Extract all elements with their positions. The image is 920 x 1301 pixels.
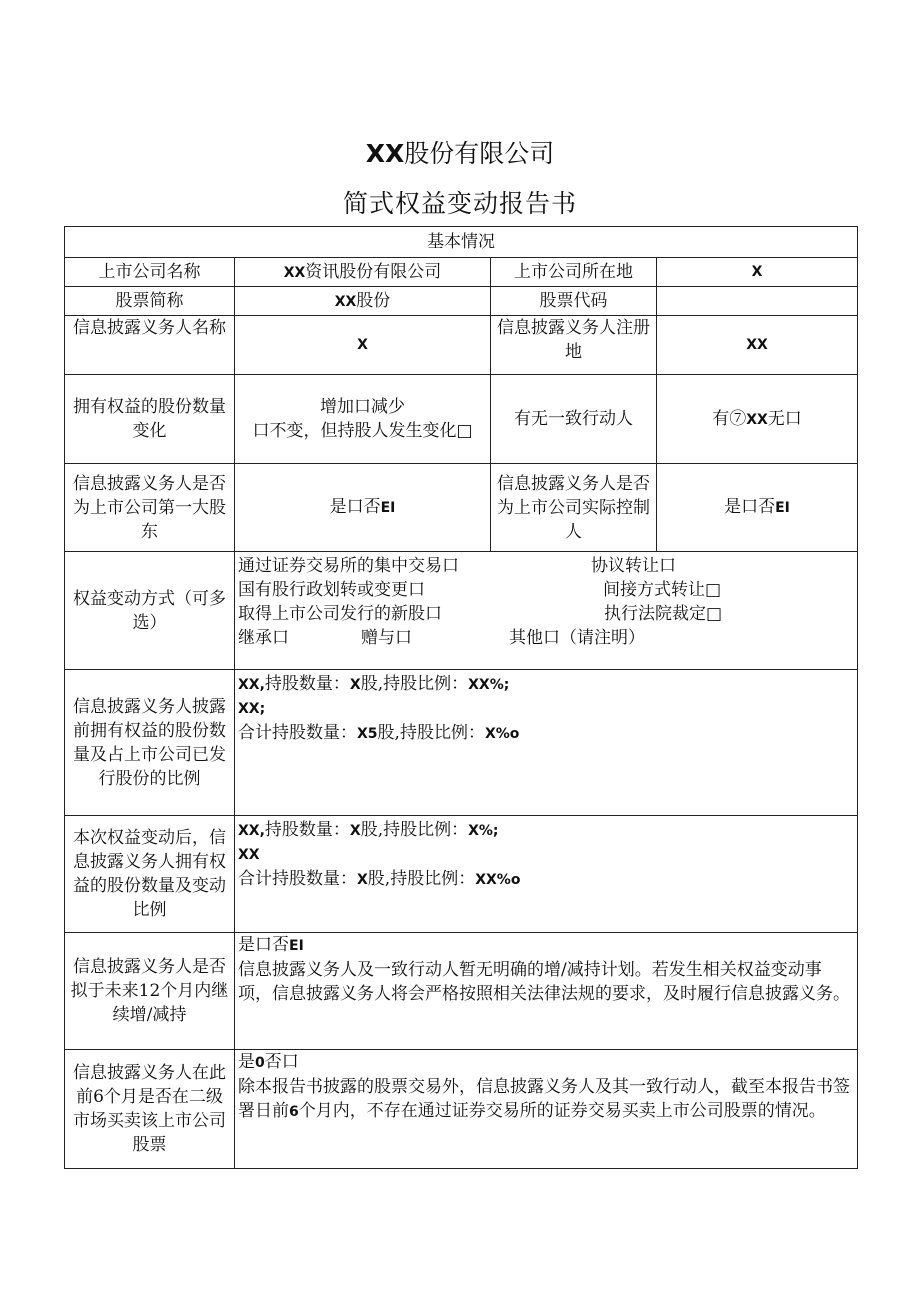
before-line-1-ratio: XX%; xyxy=(468,677,510,693)
share-change-line1: 增加口减少 xyxy=(320,397,405,417)
controller-bold: EI xyxy=(775,500,790,516)
option-inheritance: 继承口 xyxy=(238,628,289,648)
before-line-1-qty-label: 持股数量： xyxy=(264,674,350,694)
stock-code-value xyxy=(657,287,858,316)
before-line-1-entity: XX, xyxy=(238,677,265,693)
concert-suffix: 无口 xyxy=(767,408,802,429)
change-method-options xyxy=(235,552,858,670)
controller-value xyxy=(657,464,858,552)
after-line-1-ratio-label: 股,持股比例： xyxy=(360,820,469,840)
company-title xyxy=(0,134,920,170)
before-line-1-ratio-label: 股,持股比例： xyxy=(360,674,469,694)
stock-abbr-prefix: XX xyxy=(334,293,357,310)
document-title: 简式权益变动报告书 xyxy=(342,189,577,218)
before-line-1-qty: X xyxy=(349,677,361,693)
concert-party-value xyxy=(657,375,858,464)
increase-plan-choice-text: 是口否 xyxy=(238,935,289,955)
increase-plan-label: 信息披露义务人是否拟于未来12个月内继续增/减持 xyxy=(65,933,235,1050)
prior-trade-value xyxy=(235,1050,858,1169)
controller-prefix: 是口否 xyxy=(724,497,776,517)
listed-company-name-value xyxy=(235,258,491,287)
prior-trade-text xyxy=(238,1075,854,1124)
first-holder-bold: EI xyxy=(380,500,396,516)
concert-party-label: 有无一致行动人 xyxy=(491,375,657,464)
share-change-line2: 口不变，但持股人发生变化□ xyxy=(252,421,473,441)
concert-bold: XX xyxy=(746,411,768,428)
before-line-3 xyxy=(238,721,854,746)
option-court-ruling: 执行法院裁定□ xyxy=(604,604,723,624)
discloser-name-label: 信息披露义务人名称 xyxy=(65,316,235,375)
stock-code-label: 股票代码 xyxy=(491,287,657,316)
after-total-qty: X xyxy=(357,872,368,888)
before-total-ratio: X%o xyxy=(484,726,520,742)
option-indirect-transfer: 间接方式转让□ xyxy=(603,580,722,600)
option-gift: 赠与口 xyxy=(361,628,412,648)
after-line-1-qty-label: 持股数量： xyxy=(264,820,350,840)
concert-prefix: 有⑦ xyxy=(712,408,747,429)
share-change-value xyxy=(235,375,491,464)
prior-trade-choice xyxy=(238,1050,854,1075)
option-centralized-trading: 通过证券交易所的集中交易口 xyxy=(238,556,459,576)
option-other: 其他口（请注明） xyxy=(509,628,645,648)
listed-company-name-rest: 资讯股份有限公司 xyxy=(305,261,442,282)
listed-company-location-value: X xyxy=(657,258,858,287)
listed-company-name-label: 上市公司名称 xyxy=(65,258,235,287)
prior-trade-text-a: 除本报告书披露的股票交易外，信息披露义务人及其一致行动人，截至本报告书签署日前 xyxy=(238,1077,850,1121)
stock-abbr-value xyxy=(235,287,491,316)
section-header: 基本情况 xyxy=(65,227,858,258)
before-line-2: XX; xyxy=(238,701,266,717)
prior-trade-yes: 是 xyxy=(238,1052,255,1072)
after-holding-label: 本次权益变动后，信息披露义务人拥有权益的股份数量及变动比例 xyxy=(65,816,235,933)
first-holder-value xyxy=(235,464,491,552)
increase-plan-text: 信息披露义务人及一致行动人暂无明确的增/减持计划。若发生相关权益变动事项，信息披露义务人将会严格按照相关法律法规的要求，及时履行信息披露义务。 xyxy=(238,960,850,1004)
after-line-1-ratio: X%; xyxy=(468,823,499,839)
listed-company-location-label: 上市公司所在地 xyxy=(491,258,657,287)
after-line-2: XX xyxy=(238,847,260,863)
discloser-name-value: X xyxy=(235,316,491,375)
first-holder-label: 信息披露义务人是否为上市公司第一大股东 xyxy=(65,464,235,552)
after-line-3 xyxy=(238,867,854,892)
discloser-reg-value: XX xyxy=(657,316,858,375)
increase-plan-choice-mark: EI xyxy=(289,938,304,954)
before-total-qty: X5 xyxy=(357,726,378,742)
before-holding-value xyxy=(235,670,858,816)
share-change-label: 拥有权益的股份数量变化 xyxy=(65,375,235,464)
option-new-shares: 取得上市公司发行的新股口 xyxy=(238,604,442,624)
stock-abbr-label: 股票简称 xyxy=(65,287,235,316)
option-agreement-transfer: 协议转让口 xyxy=(591,556,676,576)
option-state-transfer: 国有股行政划转或变更口 xyxy=(238,580,425,600)
prior-trade-text-months: 6 xyxy=(289,1104,299,1120)
change-method-label: 权益变动方式（可多选） xyxy=(65,552,235,670)
after-line-1-entity: XX, xyxy=(238,823,265,839)
before-holding-label: 信息披露义务人披露前拥有权益的股份数量及占上市公司已发行股份的比例 xyxy=(65,670,235,816)
discloser-reg-label: 信息披露义务人注册地 xyxy=(491,316,657,375)
after-total-label: 合计持股数量： xyxy=(238,869,357,889)
before-line-1 xyxy=(238,672,854,697)
prior-trade-no: 否口 xyxy=(264,1052,299,1072)
increase-plan-value xyxy=(235,933,858,1050)
prior-trade-label: 信息披露义务人在此前6个月是否在二级市场买卖该上市公司股票 xyxy=(65,1050,235,1169)
company-title-prefix: XX xyxy=(365,139,405,168)
before-total-ratio-label: 股,持股比例： xyxy=(377,723,485,743)
after-total-ratio-label: 股,持股比例： xyxy=(367,869,476,889)
after-total-ratio: XX%o xyxy=(475,872,521,888)
after-line-1 xyxy=(238,818,854,843)
stock-abbr-rest: 股份 xyxy=(356,290,391,311)
prior-trade-text-c: 个月内，不存在通过证券交易所的证券交易买卖上市公司股票的情况。 xyxy=(298,1101,826,1121)
listed-company-name-prefix: XX xyxy=(283,264,306,281)
before-total-label: 合计持股数量： xyxy=(238,723,357,743)
company-title-rest: 股份有限公司 xyxy=(404,139,555,168)
after-line-1-qty: X xyxy=(349,823,361,839)
basic-info-table xyxy=(64,226,858,1169)
controller-label: 信息披露义务人是否为上市公司实际控制人 xyxy=(491,464,657,552)
prior-trade-yes-mark: 0 xyxy=(255,1055,265,1071)
after-holding-value xyxy=(235,816,858,933)
first-holder-prefix: 是口否 xyxy=(329,497,381,517)
increase-plan-choice xyxy=(238,933,854,958)
